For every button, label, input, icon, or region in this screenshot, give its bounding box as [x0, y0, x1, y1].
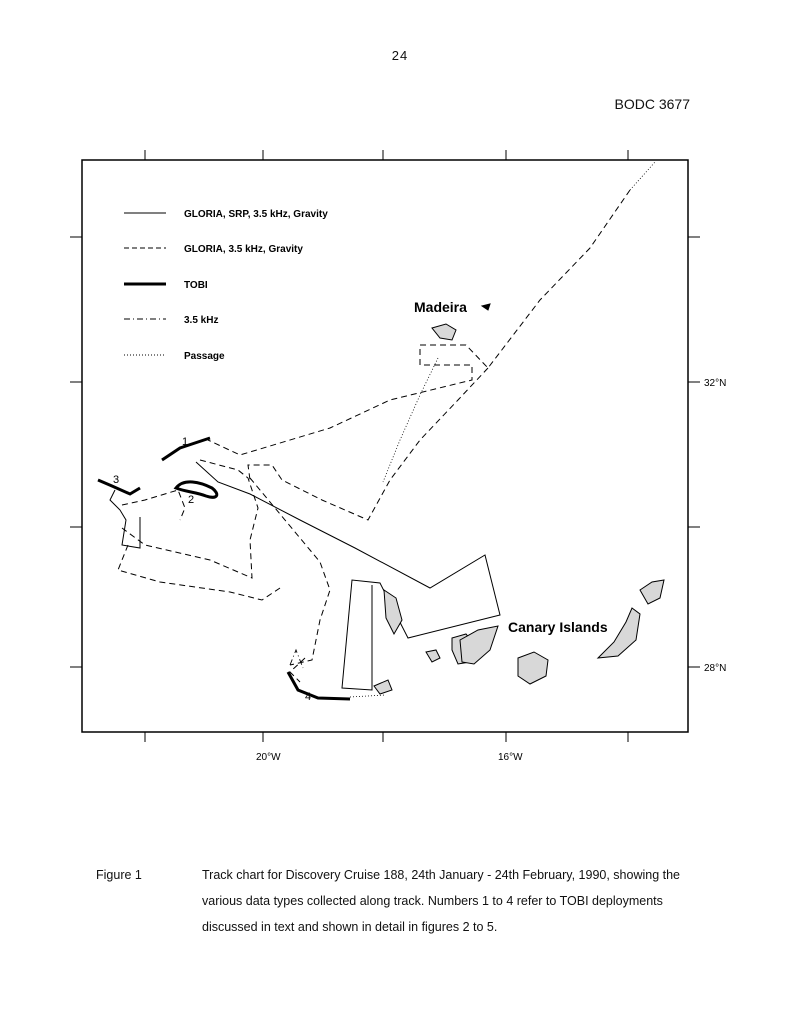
legend-label-solid: GLORIA, SRP, 3.5 kHz, Gravity: [184, 209, 328, 220]
track-number-3: 3: [113, 474, 120, 486]
madeira-island: [432, 324, 456, 340]
map-frame: [82, 160, 688, 732]
solid-tracks: [110, 462, 500, 690]
selvagens-island: [374, 680, 392, 694]
caption-label: Figure 1: [96, 868, 142, 882]
el-hierro-island: [426, 650, 440, 662]
place-name-canary-islands: Canary Islands: [508, 619, 608, 635]
map-legend: [124, 209, 328, 362]
legend-label-dashed: GLORIA, 3.5 kHz, Gravity: [184, 244, 303, 255]
lanzarote-island: [640, 580, 664, 604]
porto-santo-island: [482, 304, 490, 310]
dashed-tracks: [118, 190, 630, 682]
lon-label-20w: 20°W: [256, 752, 281, 763]
track-number-2: 2: [188, 494, 195, 506]
legend-label-dotted: Passage: [184, 351, 225, 362]
place-name-madeira: Madeira: [414, 299, 467, 315]
legend-label-thick: TOBI: [184, 280, 208, 291]
track-number-4: 4: [305, 691, 312, 703]
lon-label-16w: 16°W: [498, 752, 523, 763]
tenerife-island: [460, 626, 498, 664]
page-number: 24: [391, 48, 409, 63]
legend-label-dashdot: 3.5 kHz: [184, 315, 219, 326]
track-number-1: 1: [182, 436, 189, 448]
gran-canaria-island: [518, 652, 548, 684]
la-palma-island: [384, 590, 402, 634]
caption-text: Track chart for Discovery Cruise 188, 24th January - 24th February, 1990, showing the various data types collected along track. Numbers 1 to 4 refer to TOBI deployments discussed in text and shown in detail in figures 2 to 5.: [202, 868, 681, 934]
lat-label-28n: 28°N: [704, 663, 727, 674]
lat-label-32n: 32°N: [704, 378, 727, 389]
report-id: BODC 3677: [614, 96, 690, 112]
